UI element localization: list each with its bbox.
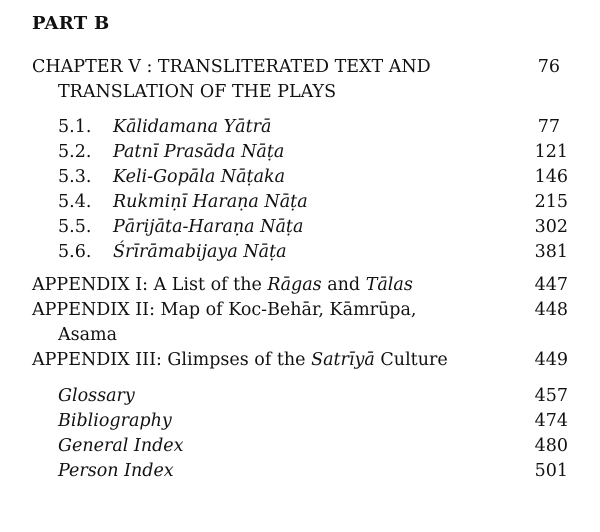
section-page: 77 <box>537 117 560 137</box>
section-number: 5.1. <box>58 117 92 137</box>
appendix-title-prefix: APPENDIX I: A List of the <box>32 275 268 295</box>
appendix-title-and: and <box>321 275 366 295</box>
section-number: 5.3. <box>58 167 92 187</box>
section-title: Kālidamana Yātrā <box>113 117 272 137</box>
section-page: 121 <box>534 142 568 162</box>
section-page: 381 <box>534 242 568 262</box>
appendix-title-satriya: Satrīyā <box>311 350 375 370</box>
part-heading: PART B <box>32 13 110 34</box>
appendix-title-talas: Tālas <box>365 275 413 295</box>
section-title: Patnī Prasāda Nāṭa <box>113 142 285 162</box>
section-number: 5.2. <box>58 142 92 162</box>
chapter-title-line1: CHAPTER V : TRANSLITERATED TEXT AND <box>32 57 431 77</box>
section-title: Pārijāta-Haraṇa Nāṭa <box>113 217 304 237</box>
section-number: 5.5. <box>58 217 92 237</box>
section-number: 5.6. <box>58 242 92 262</box>
chapter-title-line2: TRANSLATION OF THE PLAYS <box>58 82 337 102</box>
appendix-title <box>32 273 413 298</box>
back-matter-title: Person Index <box>58 461 174 481</box>
section-title: Śrīrāmabijaya Nāṭa <box>113 242 287 262</box>
section-number: 5.4. <box>58 192 92 212</box>
appendix-title-suffix: Culture <box>374 350 448 370</box>
chapter-page: 76 <box>537 57 560 77</box>
back-matter-page: 501 <box>534 461 568 481</box>
back-matter-title: Bibliography <box>58 411 172 431</box>
section-page: 146 <box>534 167 568 187</box>
section-title: Rukmiṇī Haraṇa Nāṭa <box>113 192 308 212</box>
appendix-page: 448 <box>534 300 568 320</box>
appendix-title-line1: APPENDIX II: Map of Koc-Behār, Kāmrūpa, <box>32 300 417 320</box>
appendix-title-prefix: APPENDIX III: Glimpses of the <box>32 350 312 370</box>
section-page: 302 <box>534 217 568 237</box>
back-matter-title: General Index <box>58 436 184 456</box>
back-matter-title: Glossary <box>58 386 135 406</box>
appendix-title <box>32 348 448 373</box>
appendix-page: 447 <box>534 275 568 295</box>
back-matter-page: 474 <box>534 411 568 431</box>
back-matter-page: 457 <box>534 386 568 406</box>
appendix-page: 449 <box>534 350 568 370</box>
back-matter-page: 480 <box>534 436 568 456</box>
appendix-title-ragas: Rāgas <box>267 275 322 295</box>
section-page: 215 <box>534 192 568 212</box>
appendix-title-line2: Asama <box>58 325 118 345</box>
section-title: Keli-Gopāla Nāṭaka <box>113 167 286 187</box>
